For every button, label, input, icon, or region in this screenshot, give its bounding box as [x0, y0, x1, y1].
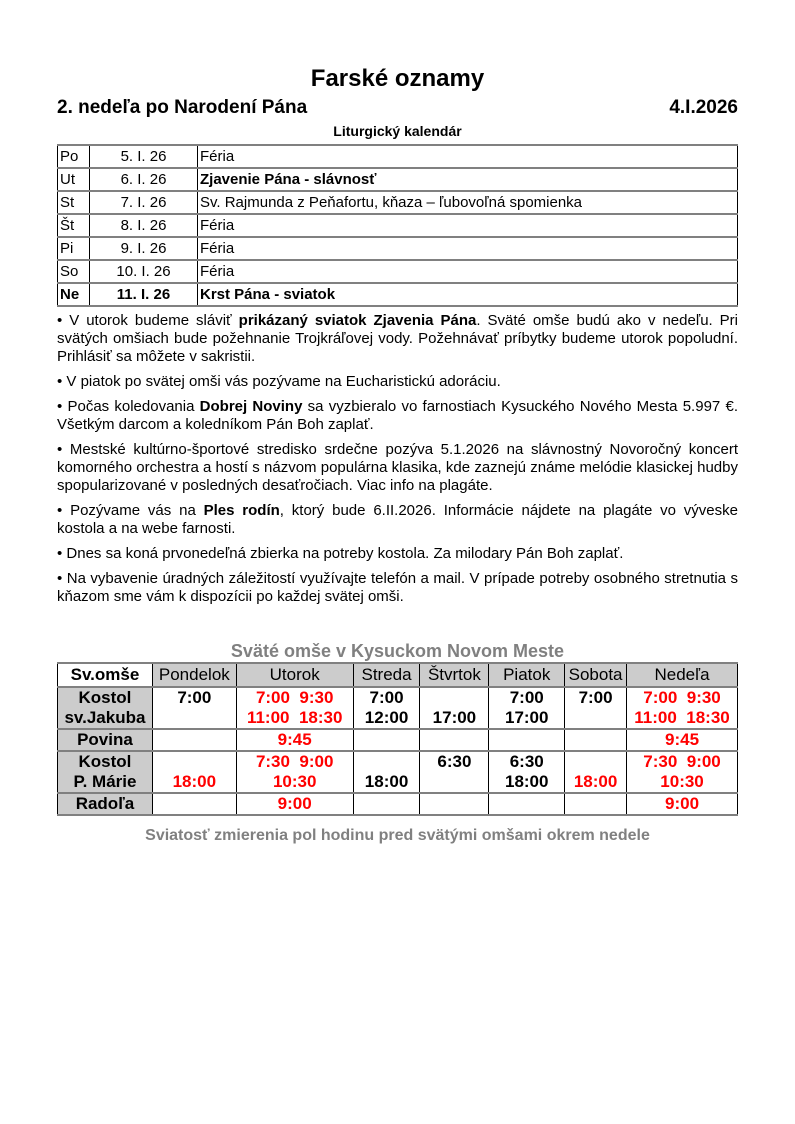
mass-time: [420, 794, 488, 814]
mass-time: [420, 772, 488, 792]
calendar-feast: Zjavenie Pána - slávnosť: [198, 168, 738, 191]
mass-time-cell: [152, 751, 236, 793]
mass-header-day: Štvrtok: [420, 663, 489, 687]
mass-time: [420, 688, 488, 708]
mass-time-cell: [627, 687, 738, 729]
calendar-date: 5. I. 26: [90, 145, 198, 168]
announcement-text: • Počas koledovania: [57, 398, 200, 415]
mass-time-cell: [152, 687, 236, 729]
mass-time: 11:00 18:30: [246, 708, 343, 727]
mass-time: [489, 730, 564, 750]
mass-time: [153, 730, 236, 750]
calendar-row: [58, 145, 738, 168]
calendar-row: [58, 214, 738, 237]
mass-row: [58, 729, 738, 751]
calendar-date: 7. I. 26: [90, 191, 198, 214]
mass-time: 6:30: [437, 752, 472, 771]
mass-time-cell: [353, 729, 420, 751]
mass-time: 18:00: [504, 772, 549, 791]
mass-time: [153, 752, 236, 772]
announcement-text: sa vyzbieralo vo farnostiach Kysuckého Nového Mesta 5.997 €. Všetkým darcom a koledníkom Pán Boh zaplať.: [57, 398, 738, 433]
mass-header-day: Nedeľa: [627, 663, 738, 687]
mass-time-cell: [489, 751, 565, 793]
calendar-feast: Krst Pána - sviatok: [198, 283, 738, 306]
mass-time-cell: [420, 729, 489, 751]
calendar-day: St: [58, 191, 90, 214]
mass-time: [565, 730, 626, 750]
mass-time: [565, 752, 626, 772]
mass-time-cell: [627, 751, 738, 793]
announcement-text: , ktorý bude 6.II.2026. Informácie nájdete na plagáte vo výveske kostola a na webe farnosti.: [57, 502, 738, 537]
mass-time-cell: [420, 751, 489, 793]
mass-time-cell: [236, 687, 353, 729]
mass-time: 7:00: [509, 688, 544, 707]
church-label-line: Povina: [77, 730, 133, 749]
mass-time: 9:00: [277, 794, 312, 813]
mass-time-cell: [236, 751, 353, 793]
mass-time: 9:00: [665, 794, 700, 813]
calendar-row: [58, 260, 738, 283]
mass-time-cell: [236, 729, 353, 751]
church-label-line: sv.Jakuba: [64, 708, 146, 727]
mass-time-cell: [565, 751, 627, 793]
announcement-text: • Mestské kultúrno-športové stredisko srdečne pozýva 5.1.2026 na slávnostný Novoročný koncert komorného orchestra a hostí s názvom populárna klasika, kde zaznejú známe melódie klasickej hudby spopularizované v posledných desaťročiach. Viac info na plagáte.: [57, 441, 738, 494]
mass-time: 9:45: [665, 730, 700, 749]
mass-header-day: Pondelok: [152, 663, 236, 687]
announcement-item: [57, 545, 738, 563]
mass-time-cell: [627, 793, 738, 815]
church-label: [58, 687, 153, 729]
calendar-day: Po: [58, 145, 90, 168]
announcement-highlight: prikázaný sviatok Zjavenia Pána: [238, 312, 477, 329]
announcement-item: [57, 570, 738, 606]
calendar-feast: Féria: [198, 237, 738, 260]
bulletin-date: 4.I.2026: [669, 97, 738, 118]
mass-schedule-title: Sväté omše v Kysuckom Novom Meste: [230, 641, 565, 661]
calendar-row: [58, 283, 738, 306]
mass-header-corner: Sv.omše: [58, 663, 153, 687]
mass-time: [153, 708, 236, 728]
mass-time: 17:00: [432, 708, 477, 727]
mass-header-day: Piatok: [489, 663, 565, 687]
church-label-line: P. Márie: [73, 772, 137, 791]
mass-time: 7:00 9:30: [643, 688, 721, 707]
announcement-text: • V piatok po svätej omši vás pozývame na Eucharistickú adoráciu.: [57, 373, 501, 390]
announcement-item: [57, 373, 738, 391]
mass-time: 9:45: [277, 730, 312, 749]
calendar-feast: Féria: [198, 214, 738, 237]
mass-time: 7:30 9:00: [643, 752, 721, 771]
announcement-item: [57, 312, 738, 366]
announcement-item: [57, 441, 738, 495]
announcement-item: [57, 502, 738, 538]
mass-time-cell: [489, 793, 565, 815]
calendar-day: Ut: [58, 168, 90, 191]
mass-time: [153, 794, 236, 814]
mass-time: 18:00: [364, 772, 409, 791]
mass-time: 10:30: [660, 772, 704, 791]
calendar-row: [58, 191, 738, 214]
announcement-text: • Dnes sa koná prvonedeľná zbierka na potreby kostola. Za milodary Pán Boh zaplať.: [57, 545, 624, 562]
calendar-feast: Sv. Rajmunda z Peňafortu, kňaza – ľubovoľná spomienka: [198, 191, 738, 214]
mass-time-cell: [353, 793, 420, 815]
church-label: [58, 729, 153, 751]
mass-time: 7:30 9:00: [255, 752, 334, 771]
liturgical-calendar-table: [57, 144, 738, 307]
calendar-date: 9. I. 26: [90, 237, 198, 260]
mass-time: 6:30: [509, 752, 544, 771]
church-label-line: Kostol: [78, 688, 132, 707]
calendar-heading: Liturgický kalendár: [333, 123, 462, 139]
church-label-line: Kostol: [78, 752, 132, 771]
mass-time: [354, 752, 420, 772]
mass-time: 7:00 9:30: [255, 688, 334, 707]
mass-time: [354, 730, 420, 750]
mass-time-cell: [489, 729, 565, 751]
sunday-name: 2. nedeľa po Narodení Pána: [57, 97, 308, 118]
mass-time-cell: [420, 687, 489, 729]
announcement-text: • Pozývame vás na: [57, 502, 204, 519]
church-label-line: Radoľa: [75, 794, 135, 813]
mass-time: 17:00: [504, 708, 549, 727]
mass-time-cell: [565, 729, 627, 751]
mass-time-cell: [152, 793, 236, 815]
mass-time: 12:00: [364, 708, 409, 727]
subtitle-row: [57, 96, 738, 120]
mass-row: [58, 687, 738, 729]
confession-note: Sviatosť zmierenia pol hodinu pred svätými omšami okrem nedele: [145, 827, 650, 844]
mass-schedule-table: [57, 662, 738, 816]
mass-time-cell: [420, 793, 489, 815]
mass-time-cell: [565, 687, 627, 729]
mass-time: 18:00: [172, 772, 217, 791]
mass-time-cell: [353, 687, 420, 729]
mass-time-cell: [236, 793, 353, 815]
mass-time-cell: [489, 687, 565, 729]
mass-header-day: Streda: [353, 663, 420, 687]
mass-time-cell: [627, 729, 738, 751]
announcement-highlight: Dobrej Noviny: [199, 398, 303, 415]
mass-header-day: Sobota: [565, 663, 627, 687]
mass-row: [58, 751, 738, 793]
calendar-feast: Féria: [198, 260, 738, 283]
announcements: [57, 312, 738, 613]
calendar-day: So: [58, 260, 90, 283]
calendar-day: Ne: [58, 283, 90, 306]
mass-time: [354, 794, 420, 814]
mass-time: 18:00: [573, 772, 618, 791]
calendar-row: [58, 168, 738, 191]
mass-time: 10:30: [272, 772, 317, 791]
calendar-date: 6. I. 26: [90, 168, 198, 191]
calendar-row: [58, 237, 738, 260]
mass-time-cell: [565, 793, 627, 815]
calendar-date: 8. I. 26: [90, 214, 198, 237]
announcement-item: [57, 398, 738, 434]
announcement-text: • Na vybavenie úradných záležitostí využívajte telefón a mail. V prípade potreby osobného stretnutia s kňazom sme vám k dispozícii po každej svätej omši.: [57, 570, 738, 605]
calendar-date: 10. I. 26: [90, 260, 198, 283]
calendar-day: Pi: [58, 237, 90, 260]
church-label: [58, 793, 153, 815]
mass-time: [489, 794, 564, 814]
mass-row: [58, 793, 738, 815]
mass-time: [565, 708, 626, 728]
mass-time: 11:00 18:30: [634, 708, 730, 727]
mass-time-cell: [152, 729, 236, 751]
church-label: [58, 751, 153, 793]
mass-time: [420, 730, 488, 750]
mass-time: 7:00: [177, 688, 212, 707]
calendar-date: 11. I. 26: [90, 283, 198, 306]
announcement-text: . Sväté omše budú ako v nedeľu. Pri svätých omšiach bude požehnanie Trojkráľovej vody. Požehnávať príbytky budeme utorok popoludní. Prihlásiť sa môžete v sakristii.: [57, 312, 739, 365]
calendar-feast: Féria: [198, 145, 738, 168]
mass-time: 7:00: [578, 688, 613, 707]
page-title: Farské oznamy: [310, 65, 485, 92]
mass-time: 7:00: [369, 688, 404, 707]
mass-header-day: Utorok: [236, 663, 353, 687]
mass-time-cell: [353, 751, 420, 793]
calendar-day: Št: [58, 214, 90, 237]
announcement-text: • V utorok budeme sláviť: [57, 312, 239, 329]
mass-time: [565, 794, 626, 814]
announcement-highlight: Ples rodín: [203, 502, 280, 519]
